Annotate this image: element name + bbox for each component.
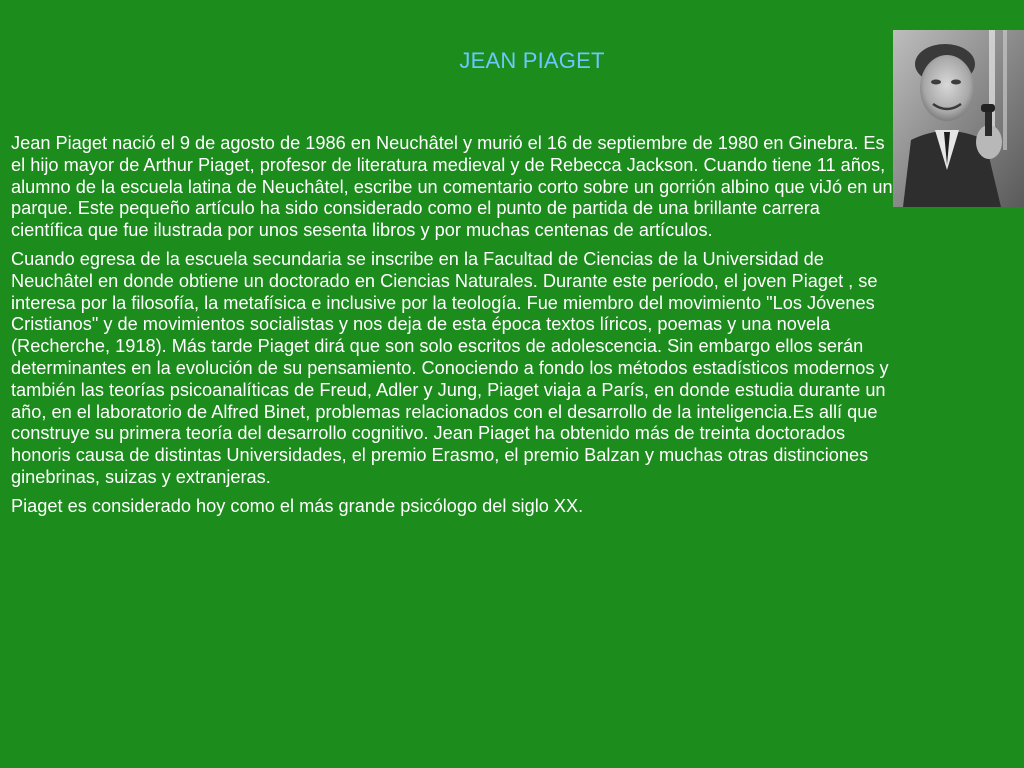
paragraph-2: Cuando egresa de la escuela secundaria se inscribe en la Facultad de Ciencias de la Universidad de Neuchâtel en donde obtiene un doctorado en Ciencias Naturales. Durante este período, el joven Piaget , se interesa por la filosofía, la metafísica e inclusive por la teología. Fue miembro del movimiento "Los Jóvenes Cristianos" y de movimientos socialistas y nos deja de esta época textos líricos, poemas y una novela (Recherche, 1918). Más tarde Piaget dirá que son solo escritos de adolescencia. Sin embargo ellos serán determinantes en la evolución de su pensamiento. Conociendo a fondo los métodos estadísticos modernos y también las teorías psicoanalíticas de Freud, Adler y Jung, Piaget viaja a París, en donde estudia durante un año, en el laboratorio de Alfred Binet, problemas relacionados con el desarrollo de la inteligencia.Es allí que construye su primera teoría del desarrollo cognitivo. Jean Piaget ha obtenido más de treinta doctorados honoris causa de distintas Universidades, el premio Erasmo, el premio Balzan y muchas otras distinciones ginebrinas, suizas y extranjeras. (11, 248, 889, 487)
slide-title: JEAN PIAGET (459, 48, 605, 73)
paragraph-1: Jean Piaget nació el 9 de agosto de 1986 en Neuchâtel y murió el 16 de septiembre de 1980 en Ginebra. Es el hijo mayor de Arthur Piaget, profesor de literatura medieval y de Rebecca Jackson. Cuando tiene 11 años, alumno de la escuela latina de Neuchâtel, escribe un comentario corto sobre un gorrión albino que viJó en un parque. Este pequeño artículo ha sido considerado como el punto de partida de una brillante carrera científica que fue ilustrada por unos sesenta libros y por muchas centenas de artículos. (11, 133, 893, 241)
paragraph-3: Piaget es considerado hoy como el más grande psicólogo del siglo XX. (11, 495, 584, 516)
portrait-photo-icon (893, 30, 1024, 207)
biography-text (11, 133, 896, 525)
